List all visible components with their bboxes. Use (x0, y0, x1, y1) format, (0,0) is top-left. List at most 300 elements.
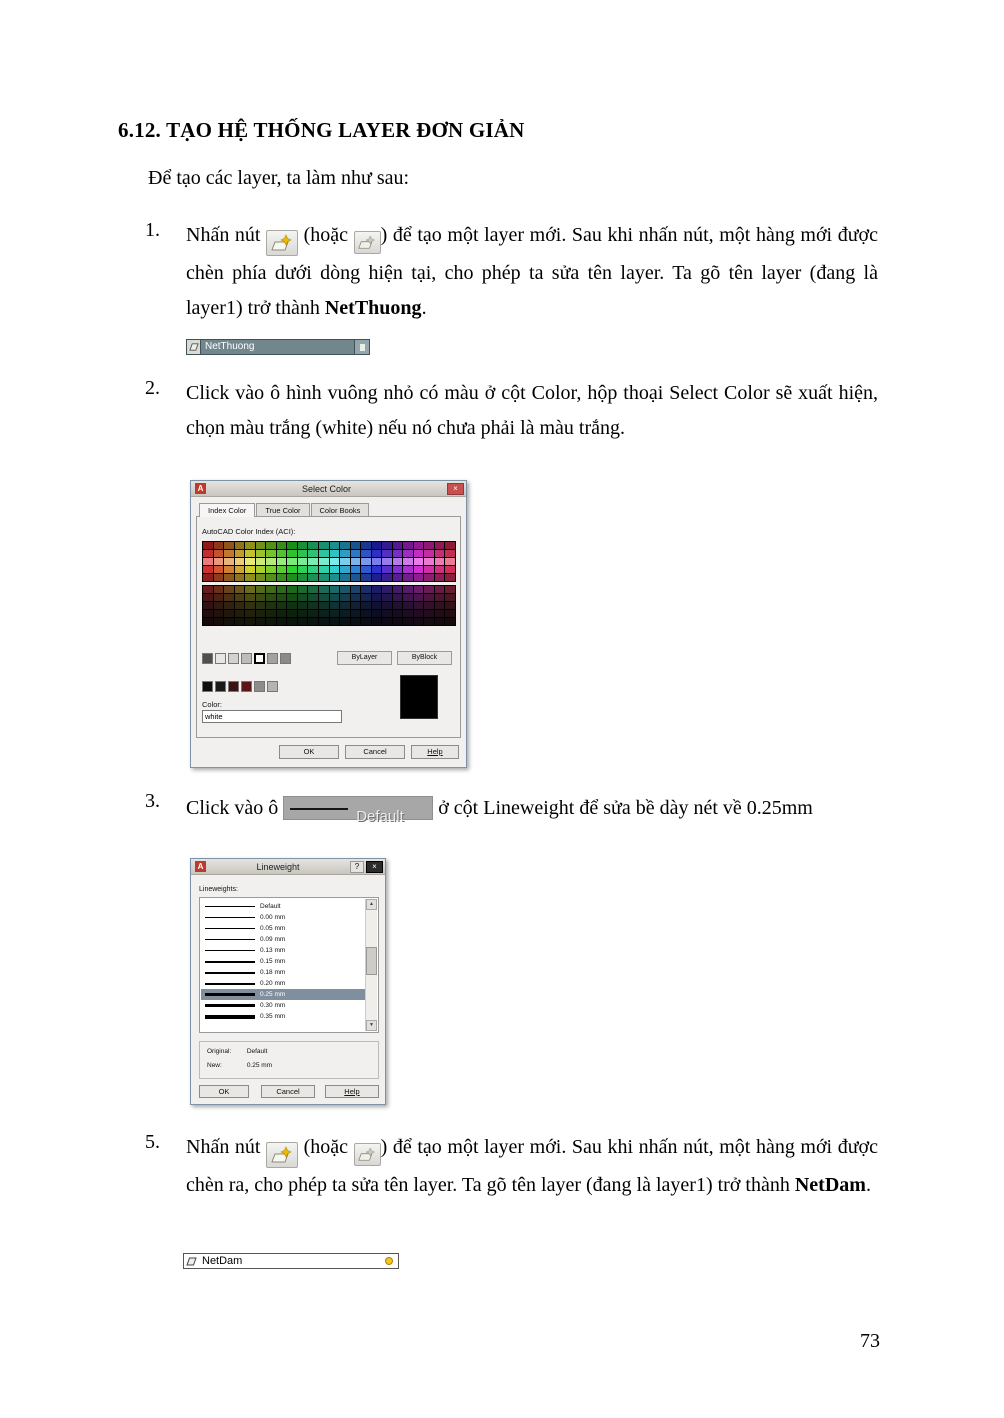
aci-color-cell[interactable] (287, 550, 297, 557)
aci-color-cell[interactable] (277, 558, 287, 565)
aci-color-cell[interactable] (319, 550, 329, 557)
aci-color-cell[interactable] (256, 602, 266, 609)
aci-color-cell[interactable] (372, 610, 382, 617)
aci-color-cell[interactable] (435, 586, 445, 593)
aci-color-cell[interactable] (308, 594, 318, 601)
step-text-segment: ) để tạo một layer mới. Sau khi nhấn nút, một hàng mới được chèn phía dưới dòng hiện tại, cho phép ta sửa tên layer. Ta gõ tên layer (đang là layer1) trở thành (186, 224, 878, 319)
lineweight-scrollbar[interactable] (365, 899, 377, 1031)
aci-color-cell[interactable] (393, 602, 403, 609)
autocad-logo-icon: A (195, 861, 206, 872)
aci-color-cell[interactable] (445, 602, 455, 609)
aci-color-cell[interactable] (203, 618, 213, 625)
color-swatch[interactable] (215, 681, 226, 692)
aci-color-cell[interactable] (224, 610, 234, 617)
color-input[interactable] (202, 710, 342, 723)
aci-color-cell[interactable] (403, 618, 413, 625)
color-swatch[interactable] (280, 653, 291, 664)
aci-color-cell[interactable] (393, 610, 403, 617)
aci-color-cell[interactable] (372, 618, 382, 625)
aci-color-cell[interactable] (235, 558, 245, 565)
aci-color-cell[interactable] (214, 618, 224, 625)
aci-color-cell[interactable] (319, 610, 329, 617)
aci-color-cell[interactable] (224, 602, 234, 609)
aci-color-cell[interactable] (214, 586, 224, 593)
aci-color-cell[interactable] (256, 610, 266, 617)
aci-color-cell[interactable] (445, 594, 455, 601)
aci-color-cell[interactable] (340, 610, 350, 617)
close-button[interactable]: × (366, 861, 383, 873)
aci-color-cell[interactable] (298, 602, 308, 609)
color-swatch[interactable] (267, 653, 278, 664)
aci-color-cell[interactable] (287, 610, 297, 617)
aci-color-cell[interactable] (287, 574, 297, 581)
aci-color-cell[interactable] (214, 610, 224, 617)
aci-color-cell[interactable] (287, 566, 297, 573)
lineweight-option[interactable] (201, 1000, 365, 1011)
new-label: New: (207, 1062, 222, 1069)
aci-color-cell[interactable] (445, 618, 455, 625)
aci-color-cell[interactable] (277, 542, 287, 549)
aci-color-cell[interactable] (414, 574, 424, 581)
color-swatch[interactable] (228, 653, 239, 664)
aci-color-cell[interactable] (319, 566, 329, 573)
aci-color-cell[interactable] (308, 618, 318, 625)
byblock-button[interactable]: ByBlock (397, 651, 452, 665)
aci-color-cell[interactable] (351, 574, 361, 581)
aci-color-cell[interactable] (445, 550, 455, 557)
new-layer-button-icon[interactable] (266, 230, 298, 256)
aci-color-cell[interactable] (245, 610, 255, 617)
aci-color-cell[interactable] (308, 558, 318, 565)
aci-color-cell[interactable] (340, 558, 350, 565)
aci-color-cell[interactable] (245, 558, 255, 565)
aci-color-cell[interactable] (214, 594, 224, 601)
aci-color-cell[interactable] (214, 602, 224, 609)
new-layer-button-icon[interactable] (266, 1142, 298, 1168)
aci-color-cell[interactable] (235, 618, 245, 625)
aci-color-cell[interactable] (266, 618, 276, 625)
lineweight-option[interactable] (201, 989, 365, 1000)
aci-color-cell[interactable] (298, 542, 308, 549)
aci-color-cell[interactable] (245, 602, 255, 609)
scroll-down-button[interactable]: ▼ (366, 1020, 377, 1031)
aci-color-cell[interactable] (424, 566, 434, 573)
aci-color-cell[interactable] (235, 602, 245, 609)
aci-color-cell[interactable] (424, 558, 434, 565)
aci-color-cell[interactable] (435, 610, 445, 617)
help-button[interactable]: Help (325, 1085, 379, 1098)
aci-color-cell[interactable] (266, 566, 276, 573)
aci-color-cell[interactable] (340, 550, 350, 557)
aci-color-cell[interactable] (340, 594, 350, 601)
aci-color-cell[interactable] (224, 618, 234, 625)
aci-color-cell[interactable] (330, 550, 340, 557)
aci-color-cell[interactable] (372, 586, 382, 593)
aci-color-cell[interactable] (214, 574, 224, 581)
help-button[interactable]: Help (411, 745, 459, 759)
aci-color-cell[interactable] (424, 594, 434, 601)
aci-color-cell[interactable] (403, 558, 413, 565)
aci-color-cell[interactable] (372, 594, 382, 601)
aci-color-cell[interactable] (330, 574, 340, 581)
aci-color-cell[interactable] (203, 566, 213, 573)
aci-color-cell[interactable] (245, 594, 255, 601)
aci-color-cell[interactable] (351, 558, 361, 565)
aci-color-cell[interactable] (235, 550, 245, 557)
aci-color-cell[interactable] (340, 542, 350, 549)
aci-color-cell[interactable] (277, 566, 287, 573)
aci-color-cell[interactable] (319, 618, 329, 625)
aci-color-cell[interactable] (340, 618, 350, 625)
default-lineweight-chip[interactable] (283, 796, 433, 825)
aci-color-cell[interactable] (361, 594, 371, 601)
cancel-button[interactable]: Cancel (261, 1085, 315, 1098)
aci-color-cell[interactable] (224, 566, 234, 573)
aci-color-cell[interactable] (245, 586, 255, 593)
lineweight-option[interactable] (201, 978, 365, 989)
aci-color-cell[interactable] (308, 574, 318, 581)
aci-color-cell[interactable] (308, 586, 318, 593)
aci-color-cell[interactable] (382, 558, 392, 565)
lineweight-option-label: 0.09 mm (260, 936, 286, 943)
aci-color-cell[interactable] (414, 618, 424, 625)
aci-color-cell[interactable] (414, 602, 424, 609)
lineweight-sample-line (205, 928, 255, 929)
aci-color-cell[interactable] (340, 566, 350, 573)
aci-color-cell[interactable] (351, 586, 361, 593)
aci-color-cell[interactable] (351, 550, 361, 557)
aci-color-cell[interactable] (224, 586, 234, 593)
aci-color-cell[interactable] (214, 558, 224, 565)
aci-color-cell[interactable] (351, 594, 361, 601)
aci-color-cell[interactable] (235, 542, 245, 549)
aci-color-cell[interactable] (445, 558, 455, 565)
aci-color-cell[interactable] (414, 550, 424, 557)
aci-color-cell[interactable] (361, 602, 371, 609)
aci-color-cell[interactable] (256, 594, 266, 601)
aci-color-cell[interactable] (266, 558, 276, 565)
ok-button[interactable]: OK (199, 1085, 249, 1098)
lineweight-option[interactable] (201, 901, 365, 912)
aci-color-cell[interactable] (214, 542, 224, 549)
aci-color-cell[interactable] (277, 602, 287, 609)
aci-color-cell[interactable] (245, 566, 255, 573)
aci-color-cell[interactable] (393, 594, 403, 601)
aci-color-cell[interactable] (235, 566, 245, 573)
aci-color-cell[interactable] (403, 550, 413, 557)
step-1-number: 1. (145, 219, 160, 241)
aci-color-cell[interactable] (298, 610, 308, 617)
lineweight-option[interactable] (201, 1011, 365, 1022)
aci-color-cell[interactable] (330, 618, 340, 625)
aci-color-cell[interactable] (382, 574, 392, 581)
lineweight-option[interactable] (201, 912, 365, 923)
aci-color-cell[interactable] (330, 542, 340, 549)
aci-color-cell[interactable] (330, 566, 340, 573)
aci-color-cell[interactable] (330, 586, 340, 593)
aci-color-cell[interactable] (403, 566, 413, 573)
aci-color-cell[interactable] (382, 610, 392, 617)
aci-color-cell[interactable] (308, 602, 318, 609)
aci-color-cell[interactable] (435, 602, 445, 609)
aci-color-cell[interactable] (424, 574, 434, 581)
aci-color-cell[interactable] (424, 618, 434, 625)
color-swatch[interactable] (202, 653, 213, 664)
lineweight-option[interactable] (201, 956, 365, 967)
color-swatch[interactable] (267, 681, 278, 692)
aci-color-cell[interactable] (298, 550, 308, 557)
aci-color-cell[interactable] (235, 574, 245, 581)
aci-color-cell[interactable] (319, 558, 329, 565)
tab-true-color[interactable]: True Color (256, 503, 309, 517)
aci-color-cell[interactable] (403, 586, 413, 593)
close-button[interactable]: × (447, 483, 464, 495)
aci-color-cell[interactable] (340, 602, 350, 609)
aci-color-cell[interactable] (266, 574, 276, 581)
aci-color-cell[interactable] (435, 594, 445, 601)
aci-color-cell[interactable] (424, 586, 434, 593)
aci-color-cell[interactable] (224, 594, 234, 601)
aci-color-cell[interactable] (351, 610, 361, 617)
aci-color-cell[interactable] (298, 594, 308, 601)
cancel-button[interactable]: Cancel (345, 745, 405, 759)
aci-color-cell[interactable] (308, 610, 318, 617)
aci-color-cell[interactable] (287, 586, 297, 593)
aci-color-cell[interactable] (298, 574, 308, 581)
layer-name-field-netdam[interactable] (183, 1253, 399, 1269)
aci-color-cell[interactable] (319, 574, 329, 581)
aci-color-cell[interactable] (372, 550, 382, 557)
color-swatch[interactable] (228, 681, 239, 692)
aci-color-cell[interactable] (214, 550, 224, 557)
aci-color-cell[interactable] (256, 618, 266, 625)
aci-color-cell[interactable] (393, 558, 403, 565)
aci-color-cell[interactable] (277, 618, 287, 625)
aci-color-cell[interactable] (393, 542, 403, 549)
color-swatch[interactable] (215, 653, 226, 664)
new-layer-alt-button-icon[interactable] (354, 231, 381, 254)
aci-color-cell[interactable] (414, 542, 424, 549)
aci-color-cell[interactable] (403, 594, 413, 601)
aci-color-cell[interactable] (203, 594, 213, 601)
aci-color-cell[interactable] (287, 618, 297, 625)
aci-color-cell[interactable] (372, 566, 382, 573)
aci-color-cell[interactable] (266, 594, 276, 601)
layer-sheet-star-icon (271, 234, 293, 252)
aci-color-cell[interactable] (403, 542, 413, 549)
aci-color-cell[interactable] (361, 542, 371, 549)
aci-color-cell[interactable] (277, 610, 287, 617)
aci-color-cell[interactable] (266, 542, 276, 549)
aci-color-cell[interactable] (287, 594, 297, 601)
aci-color-cell[interactable] (330, 610, 340, 617)
aci-color-cell[interactable] (372, 558, 382, 565)
aci-color-cell[interactable] (361, 566, 371, 573)
aci-color-cell[interactable] (203, 586, 213, 593)
aci-color-cell[interactable] (287, 602, 297, 609)
aci-color-cell[interactable] (445, 566, 455, 573)
aci-color-cell[interactable] (319, 602, 329, 609)
aci-color-cell[interactable] (361, 618, 371, 625)
aci-color-cell[interactable] (245, 574, 255, 581)
aci-color-cell[interactable] (277, 594, 287, 601)
aci-color-cell[interactable] (298, 558, 308, 565)
aci-color-cell[interactable] (256, 566, 266, 573)
aci-color-cell[interactable] (435, 558, 445, 565)
aci-color-cell[interactable] (277, 574, 287, 581)
dialog-title: Select Color (301, 483, 352, 494)
aci-color-cell[interactable] (245, 542, 255, 549)
aci-color-cell[interactable] (266, 586, 276, 593)
aci-color-cell[interactable] (403, 574, 413, 581)
aci-color-cell[interactable] (298, 586, 308, 593)
color-swatch[interactable] (202, 681, 213, 692)
aci-color-cell[interactable] (266, 602, 276, 609)
aci-color-cell[interactable] (414, 586, 424, 593)
aci-color-cell[interactable] (435, 542, 445, 549)
color-swatch[interactable] (254, 653, 265, 664)
aci-color-cell[interactable] (256, 586, 266, 593)
aci-color-cell[interactable] (361, 550, 371, 557)
aci-color-cell[interactable] (308, 542, 318, 549)
aci-color-cell[interactable] (266, 550, 276, 557)
aci-color-cell[interactable] (424, 610, 434, 617)
aci-color-cell[interactable] (235, 594, 245, 601)
aci-color-cell[interactable] (351, 602, 361, 609)
aci-color-cell[interactable] (287, 558, 297, 565)
aci-color-cell[interactable] (203, 574, 213, 581)
aci-color-cell[interactable] (224, 574, 234, 581)
aci-color-cell[interactable] (403, 602, 413, 609)
aci-color-cell[interactable] (424, 550, 434, 557)
aci-color-cell[interactable] (393, 550, 403, 557)
aci-color-cell[interactable] (351, 566, 361, 573)
aci-color-cell[interactable] (435, 618, 445, 625)
lineweight-option[interactable] (201, 945, 365, 956)
aci-color-cell[interactable] (298, 618, 308, 625)
aci-color-cell[interactable] (256, 550, 266, 557)
aci-color-cell[interactable] (445, 610, 455, 617)
aci-color-cell[interactable] (414, 594, 424, 601)
color-swatch[interactable] (254, 681, 265, 692)
aci-color-cell[interactable] (424, 542, 434, 549)
aci-color-cell[interactable] (361, 610, 371, 617)
aci-color-cell[interactable] (287, 542, 297, 549)
ok-button[interactable]: OK (279, 745, 339, 759)
aci-color-cell[interactable] (361, 586, 371, 593)
lineweight-option[interactable] (201, 967, 365, 978)
aci-color-cell[interactable] (382, 566, 392, 573)
tab-color-books[interactable]: Color Books (311, 503, 370, 517)
aci-color-cell[interactable] (203, 542, 213, 549)
aci-color-cell[interactable] (414, 558, 424, 565)
aci-color-cell[interactable] (382, 550, 392, 557)
aci-color-cell[interactable] (308, 550, 318, 557)
aci-color-cell[interactable] (298, 566, 308, 573)
aci-color-cell[interactable] (224, 558, 234, 565)
aci-color-cell[interactable] (203, 550, 213, 557)
aci-color-cell[interactable] (235, 586, 245, 593)
aci-color-cell[interactable] (382, 618, 392, 625)
aci-color-cell[interactable] (403, 610, 413, 617)
aci-color-cell[interactable] (372, 574, 382, 581)
aci-color-cell[interactable] (393, 586, 403, 593)
aci-color-cell[interactable] (435, 574, 445, 581)
aci-color-cell[interactable] (435, 550, 445, 557)
aci-color-cell[interactable] (340, 574, 350, 581)
aci-color-cell[interactable] (445, 574, 455, 581)
aci-color-cell[interactable] (203, 602, 213, 609)
aci-color-cell[interactable] (245, 618, 255, 625)
aci-color-cell[interactable] (351, 542, 361, 549)
color-swatch[interactable] (241, 653, 252, 664)
aci-color-cell[interactable] (382, 542, 392, 549)
bylayer-button[interactable]: ByLayer (337, 651, 392, 665)
new-layer-alt-button-icon[interactable] (354, 1143, 381, 1166)
aci-color-cell[interactable] (414, 566, 424, 573)
aci-color-cell[interactable] (256, 558, 266, 565)
aci-color-cell[interactable] (361, 558, 371, 565)
aci-color-cell[interactable] (266, 610, 276, 617)
aci-color-cell[interactable] (351, 618, 361, 625)
aci-color-cell[interactable] (277, 586, 287, 593)
aci-color-cell[interactable] (245, 550, 255, 557)
aci-color-cell[interactable] (330, 602, 340, 609)
aci-color-cell[interactable] (224, 550, 234, 557)
aci-color-cell[interactable] (393, 574, 403, 581)
aci-color-cell[interactable] (393, 566, 403, 573)
aci-color-cell[interactable] (330, 558, 340, 565)
aci-color-cell[interactable] (372, 602, 382, 609)
aci-color-cell[interactable] (256, 542, 266, 549)
layer-name-field-netthuong[interactable] (186, 339, 370, 355)
aci-color-cell[interactable] (330, 594, 340, 601)
aci-color-cell[interactable] (203, 558, 213, 565)
aci-color-cell[interactable] (361, 574, 371, 581)
aci-color-cell[interactable] (319, 594, 329, 601)
aci-color-cell[interactable] (393, 618, 403, 625)
aci-color-cell[interactable] (445, 586, 455, 593)
aci-color-cell[interactable] (308, 566, 318, 573)
scroll-thumb[interactable] (366, 947, 377, 975)
color-swatch[interactable] (241, 681, 252, 692)
aci-color-cell[interactable] (319, 542, 329, 549)
aci-color-cell[interactable] (445, 542, 455, 549)
lineweight-option[interactable] (201, 923, 365, 934)
aci-color-cell[interactable] (256, 574, 266, 581)
aci-color-cell[interactable] (372, 542, 382, 549)
aci-color-cell[interactable] (435, 566, 445, 573)
aci-color-cell[interactable] (382, 594, 392, 601)
aci-color-cell[interactable] (214, 566, 224, 573)
aci-color-cell[interactable] (414, 610, 424, 617)
lineweight-option[interactable] (201, 934, 365, 945)
aci-color-cell[interactable] (319, 586, 329, 593)
tab-index-color[interactable]: Index Color (199, 503, 255, 517)
aci-color-cell[interactable] (424, 602, 434, 609)
aci-color-cell[interactable] (382, 602, 392, 609)
help-question-button[interactable]: ? (350, 861, 364, 873)
aci-color-cell[interactable] (235, 610, 245, 617)
aci-color-cell[interactable] (340, 586, 350, 593)
aci-color-cell[interactable] (382, 586, 392, 593)
layer-name-bold: NetThuong (324, 297, 422, 319)
scroll-up-button[interactable]: ▲ (366, 899, 377, 910)
aci-color-cell[interactable] (224, 542, 234, 549)
aci-color-cell[interactable] (277, 550, 287, 557)
autocad-logo-icon: A (195, 483, 206, 494)
aci-color-cell[interactable] (203, 610, 213, 617)
